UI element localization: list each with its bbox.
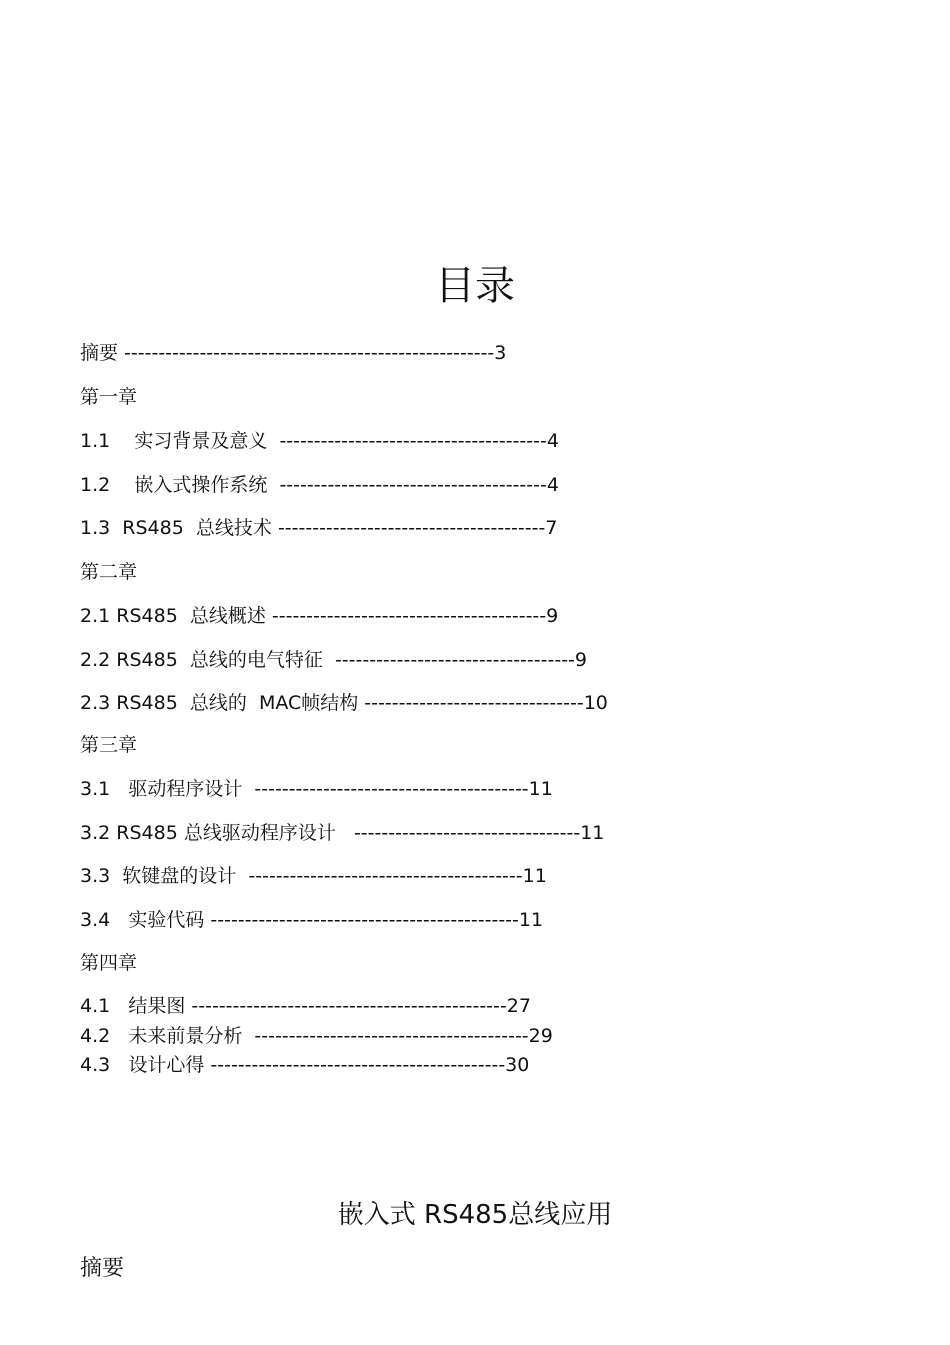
toc-entry-3-4: 3.4 实验代码 ---------------------------------------------11: [80, 909, 544, 931]
toc-chapter-4: 第四章: [80, 952, 138, 974]
toc-entry-3-3: 3.3 软键盘的设计 ----------------------------------------11: [80, 865, 547, 887]
toc-entry-1-3: 1.3 RS485 总线技术 ---------------------------------------7: [80, 517, 558, 539]
toc-chapter-2: 第二章: [80, 561, 138, 583]
toc-entry-4-2: 4.2 未来前景分析 ----------------------------------------29: [80, 1025, 553, 1047]
toc-title: 目录: [435, 263, 515, 309]
toc-entry-1-2: 1.2 嵌入式操作系统 ---------------------------------------4: [80, 474, 559, 496]
toc-entry-2-2: 2.2 RS485 总线的电气特征 -----------------------------------9: [80, 649, 587, 671]
toc-entry-3-1: 3.1 驱动程序设计 ----------------------------------------11: [80, 778, 553, 800]
toc-entry-3-2: 3.2 RS485 总线驱动程序设计 ---------------------------------11: [80, 822, 605, 844]
toc-chapter-1: 第一章: [80, 386, 138, 408]
toc-chapter-3: 第三章: [80, 734, 138, 756]
toc-entry-4-3: 4.3 设计心得 -------------------------------------------30: [80, 1054, 530, 1076]
document-heading: 嵌入式 RS485总线应用: [337, 1200, 613, 1230]
toc-entry-abstract: 摘要 ------------------------------------------------------3: [80, 342, 507, 364]
toc-entry-1-1: 1.1 实习背景及意义 ---------------------------------------4: [80, 430, 559, 452]
toc-entry-4-1: 4.1 结果图 ----------------------------------------------27: [80, 995, 531, 1017]
toc-entry-2-1: 2.1 RS485 总线概述 ----------------------------------------9: [80, 605, 559, 627]
toc-entry-2-3: 2.3 RS485 总线的 MAC帧结构 --------------------------------10: [80, 692, 608, 714]
abstract-heading: 摘要: [80, 1256, 125, 1281]
